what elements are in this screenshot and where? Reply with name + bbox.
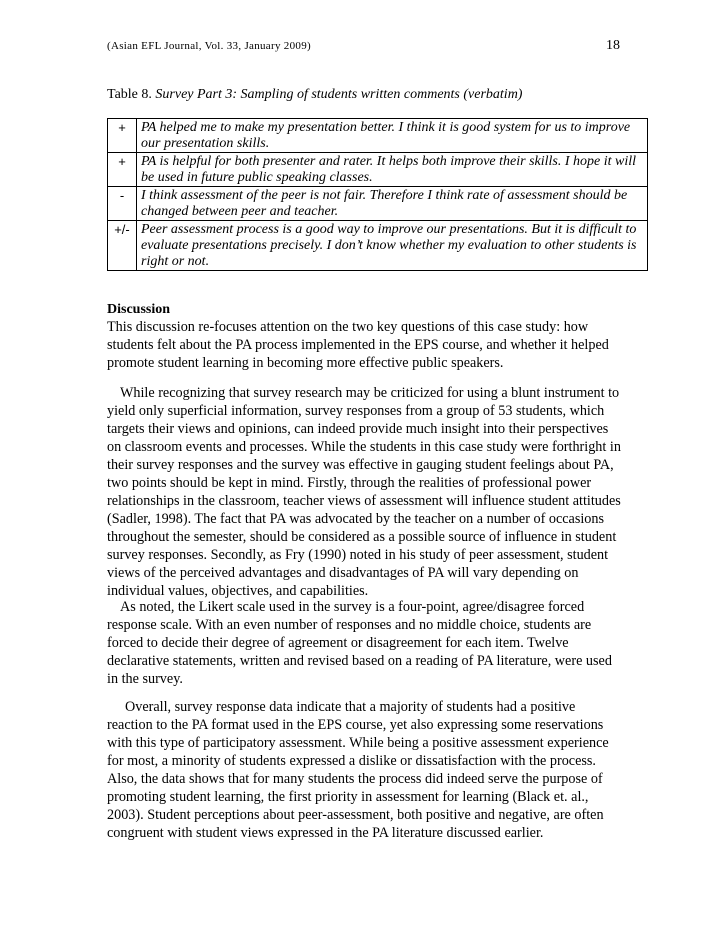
page-number: 18 xyxy=(606,38,620,53)
comment-sign: + xyxy=(108,153,137,187)
student-comments-table xyxy=(107,118,648,271)
table-row xyxy=(108,119,648,153)
discussion-heading: Discussion xyxy=(107,302,171,317)
table-row xyxy=(108,187,648,221)
table-row xyxy=(108,153,648,187)
comment-text: I think assessment of the peer is not fair. Therefore I think rate of assessment should be changed between peer and teacher. xyxy=(137,187,648,221)
table-caption-label: Table 8. xyxy=(107,87,156,102)
running-head: (Asian EFL Journal, Vol. 33, January 2009) xyxy=(107,40,311,52)
comment-text: Peer assessment process is a good way to improve our presentations. But it is difficult to evaluate presentations precisely. I don’t know whether my evaluation to other students is right or not. xyxy=(137,221,648,271)
table-caption-title: Survey Part 3: Sampling of students written comments (verbatim) xyxy=(155,87,523,102)
comment-text: PA helped me to make my presentation better. I think it is good system for us to improve our presentation skills. xyxy=(137,119,648,153)
table-caption xyxy=(107,87,522,103)
comment-sign: - xyxy=(108,187,137,221)
discussion-paragraph: This discussion re-focuses attention on the two key questions of this case study: how students felt about the PA process implemented in the EPS course, and whether it helped promote student learning in becoming more effective public speakers. xyxy=(107,319,609,371)
comment-text: PA is helpful for both presenter and rater. It helps both improve their skills. I hope it will be used in future public speaking classes. xyxy=(137,153,648,187)
comment-sign: + xyxy=(108,119,137,153)
discussion-paragraph: While recognizing that survey research may be criticized for using a blunt instrument to yield only superficial information, survey responses from a group of 53 students, which targets their views and opinions, can indeed provide much insight into their perspectives on classroom events and processes. While the students in this case study were forthright in their survey responses and the survey was effective in gauging student feelings about PA, two points should be kept in mind. Firstly, through the realities of professional power relationships in the classroom, teacher views of assessment will influence student attitudes (Sadler, 1998). The fact that PA was advocated by the teacher on a number of occasions throughout the semester, should be considered as a possible source of influence in student survey responses. Secondly, as Fry (1990) noted in his study of peer assessment, student views of the perceived advantages and disadvantages of PA will vary depending on individual values, objectives, and capabilities. xyxy=(107,385,621,599)
discussion-paragraph: As noted, the Likert scale used in the survey is a four-point, agree/disagree forced response scale. With an even number of responses and no middle choice, students are forced to decide their degree of agreement or disagreement for each item. Twelve declarative statements, written and revised based on a reading of PA literature, were used in the survey. xyxy=(107,599,612,687)
comment-sign: +/- xyxy=(108,221,137,271)
discussion-paragraph: Overall, survey response data indicate that a majority of students had a positive reaction to the PA format used in the EPS course, yet also expressing some reservations with this type of participatory assessment. While being a positive assessment experience for most, a minority of students expressed a dislike or dissatisfaction with the process. Also, the data shows that for many students the process did indeed serve the purpose of promoting student learning, the first priority in assessment for learning (Black et. al., 2003). Student perceptions about peer-assessment, both positive and negative, are often congruent with student views expressed in the PA literature discussed earlier. xyxy=(107,699,609,841)
table-row xyxy=(108,221,648,271)
